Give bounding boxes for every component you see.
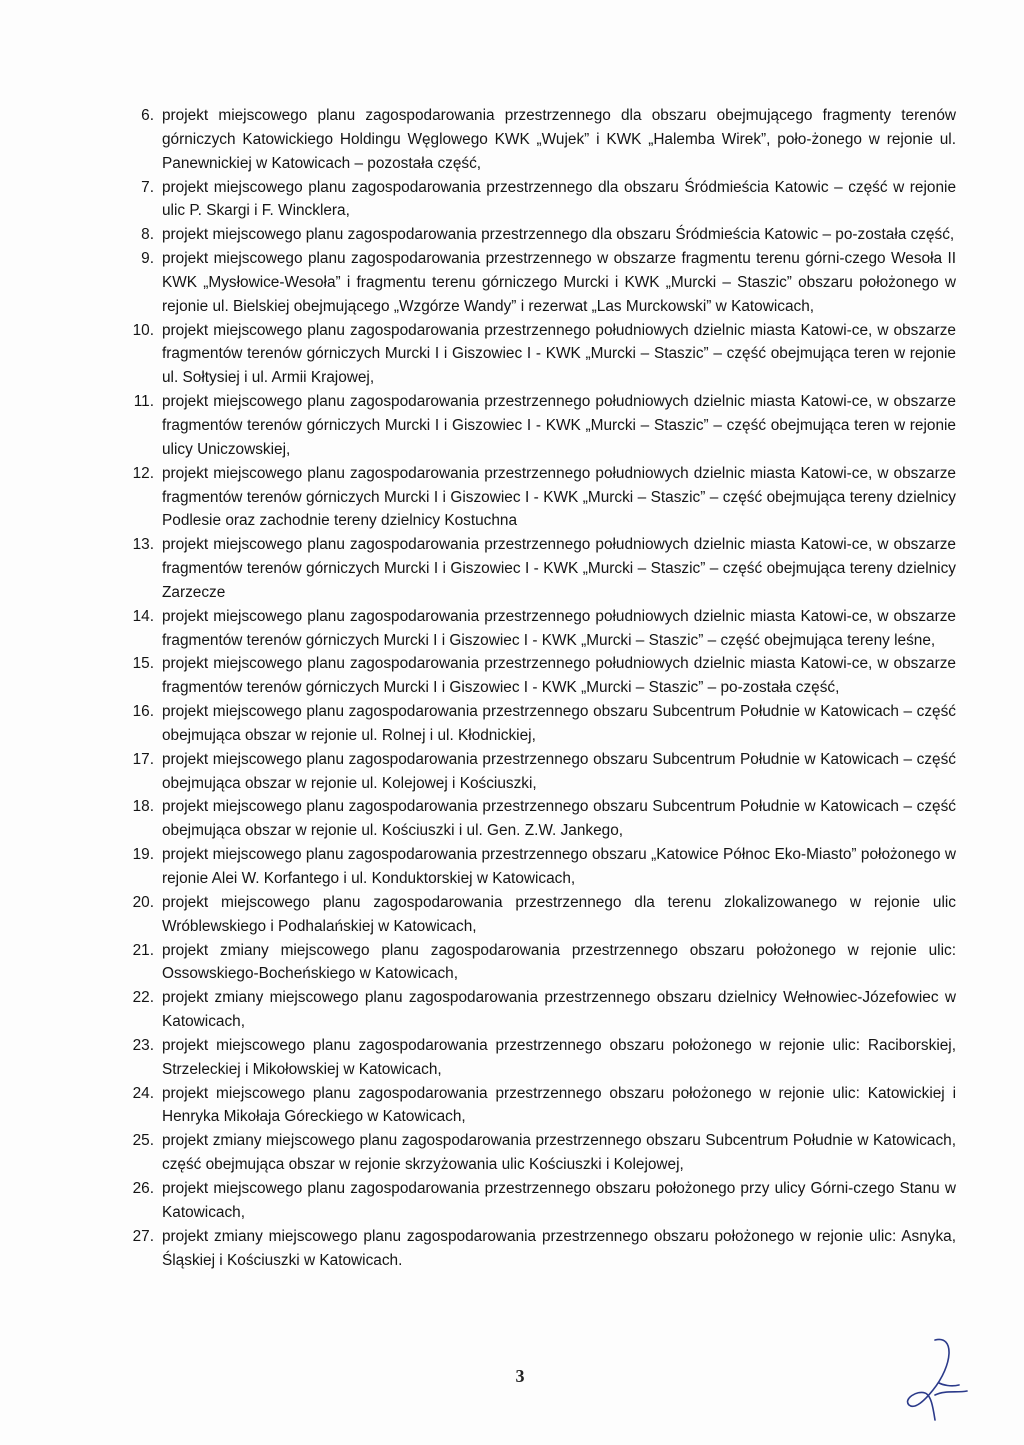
list-item-text: projekt miejscowego planu zagospodarowania przestrzennego obszaru Subcentrum Południe w Katowicach – część obejmująca obszar w rejonie ul. Kolejowej i Kościuszki, [162,750,956,792]
list-item-number: 17. [132,750,154,768]
list-item-number: 20. [132,893,154,911]
list-item [120,1225,956,1273]
list-item-number: 15. [132,655,154,673]
list-item [120,748,956,796]
list-item [120,104,956,176]
list-item-text: projekt miejscowego planu zagospodarowania przestrzennego południowych dzielnic miasta Katowi-ce, w obszarze fragmentów terenów górniczych Murcki I i Giszowiec I - KWK „Murcki – Staszic” – część obejmująca tereny leśne, [162,607,956,649]
list-item-text: projekt miejscowego planu zagospodarowania przestrzennego dla obszaru Śródmieścia Katowic – po-została część, [162,226,955,244]
list-item [120,652,956,700]
list-item-number: 6. [141,107,154,124]
list-item-text: projekt miejscowego planu zagospodarowania przestrzennego południowych dzielnic miasta Katowi-ce, w obszarze fragmentów terenów górniczych Murcki I i Giszowiec I - KWK „Murcki – Staszic” – część obejmująca teren w rejonie ulicy Uniczowskiej, [162,393,956,458]
list-item-text: projekt miejscowego planu zagospodarowania przestrzennego obszaru położonego w rejonie ulic: Raciborskiej, Strzeleckiej i Mikołowskiej w Katowicach, [162,1036,956,1078]
list-item-number: 11. [133,393,154,411]
list-item-number: 10. [132,321,154,339]
list-item [120,700,956,748]
list-item [120,1177,956,1225]
list-item [120,319,956,391]
list-item-number: 9. [141,250,154,268]
list-item [120,986,956,1034]
list-item [120,843,956,891]
list-item [120,1082,956,1130]
list-item-number: 19. [132,846,154,864]
list-item [120,605,956,653]
list-item-number: 8. [141,226,154,244]
list-item-number: 26. [132,1179,154,1197]
list-item-text: projekt miejscowego planu zagospodarowania przestrzennego w obszarze fragmentu terenu górni-czego Wesoła II KWK „Mysłowice-Wesoła” i fragmentu terenu górniczego Murcki i KWK „Murcki – Staszic” obszaru położonego w rejonie ul. Bielskiej obejmującego „Wzgórze Wandy” i rezerwat „Las Murckowski” w Katowicach, [162,250,956,315]
list-item-text: projekt miejscowego planu zagospodarowania przestrzennego obszaru „Katowice Północ Eko-Miasto” położonego w rejonie Alei W. Korfantego i ul. Konduktorskiej w Katowicach, [162,846,956,887]
list-item-number: 22. [132,989,154,1007]
page-number: 3 [515,1366,525,1386]
list-item [120,795,956,843]
plan-projects-list [120,104,956,1272]
list-item-number: 14. [132,607,154,625]
list-item-text: projekt miejscowego planu zagospodarowania przestrzennego obszaru Subcentrum Południe w Katowicach – część obejmująca obszar w rejonie ul. Rolnej i ul. Kłodnickiej, [162,703,956,744]
list-item-text: projekt zmiany miejscowego planu zagospodarowania przestrzennego obszaru położonego w rejonie ulic: Ossowskiego-Bocheńskiego w Katowicach, [162,941,956,983]
list-item-text: projekt miejscowego planu zagospodarowania przestrzennego obszaru Subcentrum Południe w Katowicach – część obejmująca obszar w rejonie ul. Kościuszki i ul. Gen. Z.W. Jankego, [162,798,956,840]
list-item-text: projekt miejscowego planu zagospodarowania przestrzennego dla terenu zlokalizowanego w rejonie ulic Wróblewskiego i Podhalańskiej w Katowicach, [162,893,956,935]
list-item-text: projekt zmiany miejscowego planu zagospodarowania przestrzennego obszaru dzielnicy Wełnowiec-Józefowiec w Katowicach, [162,989,956,1031]
list-item-text: projekt miejscowego planu zagospodarowania przestrzennego południowych dzielnic miasta Katowi-ce, w obszarze fragmentów terenów górniczych Murcki I i Giszowiec I - KWK „Murcki – Staszic” – część obejmująca tereny dzielnicy Podlesie oraz zachodnie tereny dzielnicy Kostuchna [162,464,956,530]
list-item-text: projekt miejscowego planu zagospodarowania przestrzennego południowych dzielnic miasta Katowi-ce, w obszarze fragmentów terenów górniczych Murcki I i Giszowiec I - KWK „Murcki – Staszic” – po-została część, [162,655,956,697]
list-item [120,891,956,939]
list-item [120,247,956,319]
list-item-number: 18. [132,798,154,816]
list-item-text: projekt miejscowego planu zagospodarowania przestrzennego obszaru położonego w rejonie ulic: Katowickiej i Henryka Mikołaja Góreckiego w Katowicach, [162,1084,956,1126]
list-item-text: projekt miejscowego planu zagospodarowania przestrzennego dla obszaru Śródmieścia Katowic – część w rejonie ulic P. Skargi i F. Wincklera, [162,178,956,220]
list-item-text: projekt miejscowego planu zagospodarowania przestrzennego obszaru położonego przy ulicy Górni-czego Stanu w Katowicach, [162,1179,956,1221]
list-item [120,1129,956,1177]
list-item [120,390,956,462]
list-item [120,176,956,224]
list-item-number: 27. [132,1227,154,1245]
list-item-number: 21. [132,941,154,959]
list-item [120,462,956,534]
list-item-text: projekt miejscowego planu zagospodarowania przestrzennego południowych dzielnic miasta Katowi-ce, w obszarze fragmentów terenów górniczych Murcki I i Giszowiec I - KWK „Murcki – Staszic” – część obejmująca tereny dzielnicy Zarzecze [162,536,956,601]
list-item [120,1034,956,1082]
list-item-text: projekt miejscowego planu zagospodarowania przestrzennego dla obszaru obejmującego fragmenty terenów górniczych Katowickiego Holdingu Węglowego KWK „Wujek” i KWK „Halemba Wirek”, poło-żonego w rejonie ul. Panewnickiej w Katowicach – pozostała część, [162,107,956,172]
list-item-number: 13. [132,536,154,554]
list-item-number: 16. [132,703,154,721]
list-item [120,223,956,247]
list-item [120,533,956,605]
list-item-number: 24. [132,1084,154,1102]
list-item [120,939,956,987]
list-item-number: 12. [132,464,154,482]
list-item-text: projekt miejscowego planu zagospodarowania przestrzennego południowych dzielnic miasta Katowi-ce, w obszarze fragmentów terenów górniczych Murcki I i Giszowiec I - KWK „Murcki – Staszic” – część obejmująca teren w rejonie ul. Sołtysiej i ul. Armii Krajowej, [162,321,956,387]
list-item-text: projekt zmiany miejscowego planu zagospodarowania przestrzennego obszaru położonego w rejonie ulic: Asnyka, Śląskiej i Kościuszki w Katowicach. [162,1227,956,1269]
list-item-text: projekt zmiany miejscowego planu zagospodarowania przestrzennego obszaru Subcentrum Południe w Katowicach, część obejmująca obszar w rejonie skrzyżowania ulic Kościuszki i Kolejowej, [162,1132,956,1174]
list-item-number: 25. [132,1132,154,1150]
list-item-number: 7. [141,178,154,196]
signature-icon [895,1335,975,1425]
list-item-number: 23. [132,1036,154,1054]
